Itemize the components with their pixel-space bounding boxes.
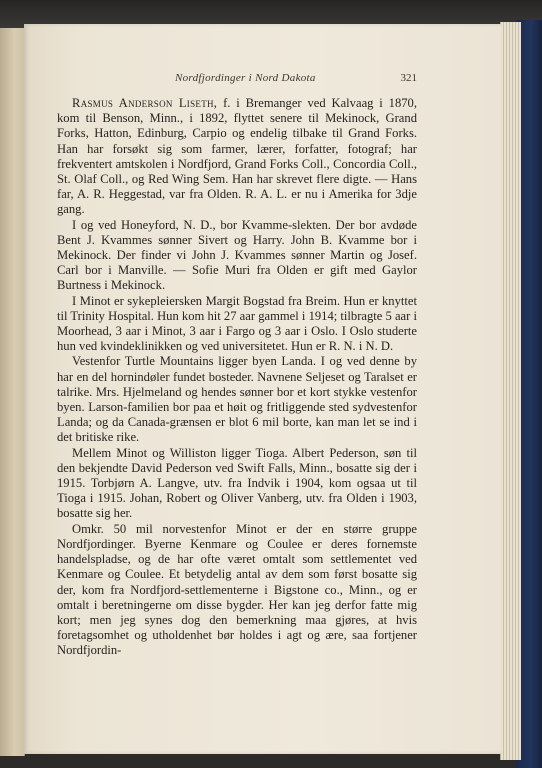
paragraph-text: I Minot er sykepleiersken Margit Bogstad fra Breim. Hun er knyttet til Trinity Hospital. Hun kom hit 27 aar gammel i 1914; tilbragte 5 aar i Moorhead, 3 aar i Minot, 3 aar i Fargo og 3 aar i Oslo. I Oslo studerte hun ved kvindeklinikken og ved universitetet. Hun er R. N. i N. D.: [57, 293, 417, 354]
paragraph: [57, 446, 417, 522]
paragraph-text: Vestenfor Turtle Mountains ligger byen Landa. I og ved denne by har en del hornindøler fundet bosteder. Navnene Seljeset og Taralset er talrike. Mrs. Hjelmeland og hendes sønner bor et kort stykke vestenfor byen. Larson-familien bor paa et høit og fritliggende sted sydvestenfor Landa; og da Canada-grænsen er blot 6 mil borte, kan man let se ind i det britiske rike.: [57, 354, 417, 445]
page-stack-edges: [500, 22, 521, 760]
paragraph: [57, 522, 417, 659]
paragraph: [57, 294, 417, 355]
paragraph: [57, 354, 417, 445]
running-title: Nordfjordinger i Nord Dakota: [175, 72, 316, 84]
page-number: 321: [400, 72, 417, 84]
left-page-edge: [0, 28, 25, 756]
paragraph-text: Mellem Minot og Williston ligger Tioga. Albert Pederson, søn til den bekjendte David Pederson ved Swift Falls, Minn., bosatte sig der i 1915. Torbjørn A. Langve, utv. fra Indvik i 1904, kom ogsaa ut til Tioga i 1915. Johan, Robert og Oliver Vanberg, utv. fra Olden i 1903, bosatte sig her.: [57, 445, 417, 521]
paragraph-text: Omkr. 50 mil norvestenfor Minot er der en større gruppe Nordfjordinger. Byerne Kenmare og Coulee er deres fornemste handelspladse, og de har ofte været omtalt som settlementet ved Kenmare og Coulee. Et betydelig antal av dem som først bosatte sig der, kom fra Nordfjord-settlementerne i Bigstone co., Minn., og er omtalt i beretningerne om disse bygder. Her kan jeg derfor fatte mig kort; men jeg synes dog den bemerkning maa gjøres, at hvis foretagsomhet og utholdenhet bør holdes i agt og ære, saa fortjener Nordfjordin-: [57, 521, 417, 658]
paragraph-text: f. i Bremanger ved Kalvaag i 1870, kom til Benson, Minn., i 1892, flyttet senere til Mekinock, Grand Forks, Hatton, Edinburg, Carpio og endelig tilbake til Grand Forks. Han har forsøkt sig som farmer, lærer, forfatter, fotograf; har frekventert amtskolen i Nordfjord, Grand Forks Coll., Concordia Coll., St. Olaf Coll., og Red Wing Sem. Han har skrevet flere digte. — Hans far, A. R. Heggestad, var fra Olden. R. A. L. er nu i Amerika for 3dje gang.: [57, 96, 417, 217]
paragraph-text: I og ved Honeyford, N. D., bor Kvamme-slekten. Der bor avdøde Bent J. Kvammes sønner Sivert og Harry. John B. Kvamme bor i Mekinock. Der finder vi John J. Kvammes sønner Martin og Josef. Carl bor i Manville. — Sofie Muri fra Olden er gift med Gaylor Burtness i Mekinock.: [57, 217, 417, 293]
body-text: [57, 96, 417, 659]
paragraph-lead: Rasmus Anderson Liseth,: [72, 96, 218, 110]
paragraph: [57, 218, 417, 294]
paragraph: [57, 96, 417, 218]
